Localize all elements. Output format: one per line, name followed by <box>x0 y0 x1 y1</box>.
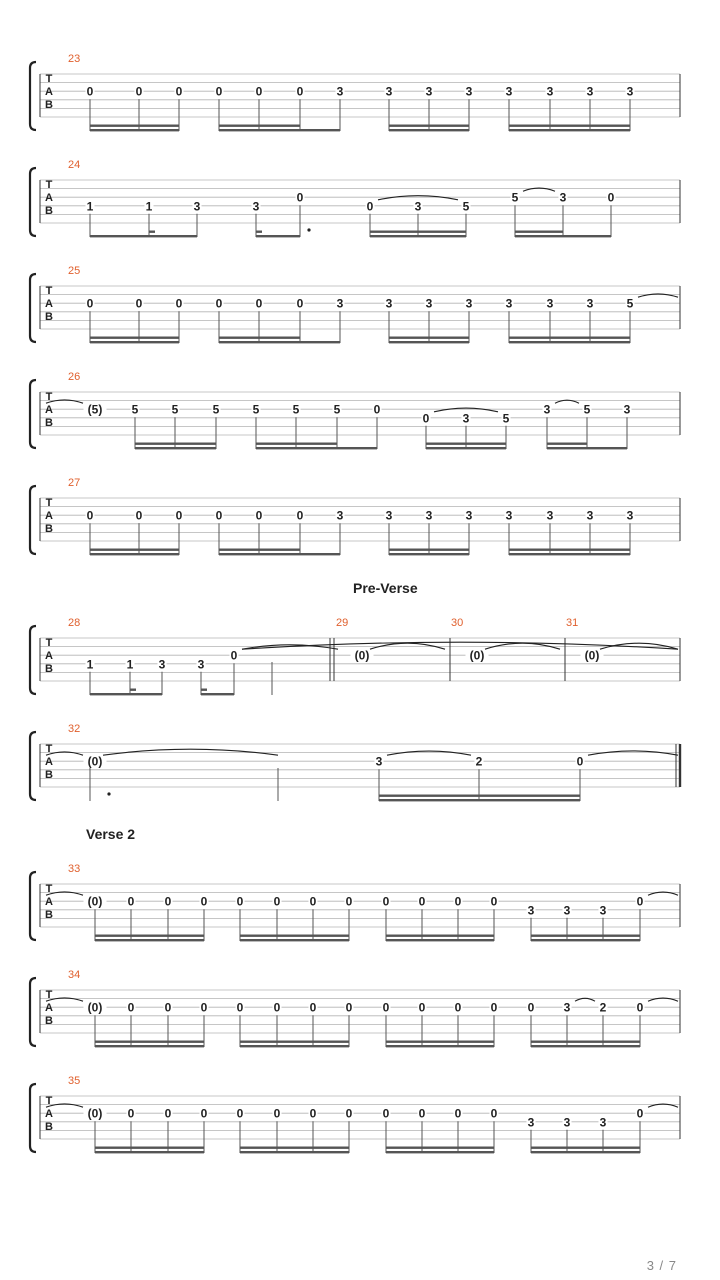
fret-number: 0 <box>418 894 426 909</box>
tab-clef-letter: A <box>45 404 53 416</box>
fret-number: (0) <box>354 648 370 663</box>
beam <box>389 125 469 127</box>
fret-number: 3 <box>505 296 513 311</box>
system-bracket <box>30 486 36 554</box>
fret-number: 3 <box>193 199 201 214</box>
fret-number: 3 <box>465 84 473 99</box>
tab-clef-letter: B <box>45 205 53 217</box>
tab-clef-letter: T <box>45 883 53 895</box>
fret-number: 3 <box>586 508 594 523</box>
measure-number: 25 <box>68 265 81 277</box>
system-bracket <box>30 626 36 694</box>
beam <box>386 939 494 941</box>
fret-number: 3 <box>336 508 344 523</box>
tab-clef-letter: T <box>45 285 53 297</box>
fret-number: 0 <box>490 1106 498 1121</box>
tab-clef-letter: T <box>45 73 53 85</box>
beam <box>389 553 469 555</box>
beam-stub <box>201 689 207 691</box>
beam <box>531 1041 640 1043</box>
fret-number: 3 <box>375 754 383 769</box>
tab-clef-letter: T <box>45 1095 53 1107</box>
fret-number: 5 <box>583 402 591 417</box>
beam <box>219 553 340 555</box>
tab-clef-letter: A <box>45 896 53 908</box>
beam <box>426 447 506 449</box>
tab-clef-letter: T <box>45 179 53 191</box>
beam <box>386 935 494 937</box>
beam <box>139 125 179 127</box>
fret-number: 1 <box>145 199 153 214</box>
fret-number: 5 <box>131 402 139 417</box>
tab-clef-letter: B <box>45 909 53 921</box>
tab-clef-letter: T <box>45 391 53 403</box>
fret-number: 0 <box>296 190 304 205</box>
beam <box>531 935 640 937</box>
beam <box>201 693 234 695</box>
fret-number: 3 <box>425 508 433 523</box>
tab-clef-letter: B <box>45 417 53 429</box>
fret-number: 0 <box>418 1106 426 1121</box>
tab-clef-letter: B <box>45 663 53 675</box>
fret-number: 0 <box>236 1000 244 1015</box>
system-bracket <box>30 168 36 236</box>
tab-system <box>30 53 680 131</box>
measure-number: 34 <box>68 969 81 981</box>
beam <box>547 447 627 449</box>
page-number: 3 / 7 <box>646 1258 677 1273</box>
fret-number: 0 <box>127 1106 135 1121</box>
beam <box>515 235 611 237</box>
fret-number: 3 <box>465 508 473 523</box>
beam-stub <box>149 231 155 233</box>
beam <box>370 231 466 233</box>
fret-number: (0) <box>584 648 600 663</box>
beam <box>240 1041 349 1043</box>
measure-number: 30 <box>451 617 464 629</box>
fret-number: 0 <box>490 894 498 909</box>
fret-number: 0 <box>135 84 143 99</box>
fret-number: 5 <box>626 296 634 311</box>
measure-number: 33 <box>68 863 81 875</box>
fret-number: 3 <box>563 903 571 918</box>
fret-number: 5 <box>333 402 341 417</box>
fret-number: 0 <box>255 508 263 523</box>
tab-clef-letter: B <box>45 523 53 535</box>
fret-number: 0 <box>215 84 223 99</box>
beam <box>386 1147 494 1149</box>
fret-number: 0 <box>366 199 374 214</box>
fret-number: 0 <box>454 894 462 909</box>
fret-number: 0 <box>127 894 135 909</box>
fret-number: 3 <box>546 84 554 99</box>
fret-number: 0 <box>309 894 317 909</box>
fret-number: (0) <box>87 894 103 909</box>
beam <box>240 1147 349 1149</box>
beam <box>219 337 300 339</box>
fret-number: 3 <box>527 1115 535 1130</box>
beam <box>219 341 340 343</box>
fret-number: 2 <box>475 754 483 769</box>
beam <box>95 939 204 941</box>
fret-number: 0 <box>255 84 263 99</box>
fret-number: 5 <box>171 402 179 417</box>
beam <box>90 553 139 555</box>
beam <box>95 935 204 937</box>
measure-number: 32 <box>68 723 81 735</box>
beam <box>531 1147 640 1149</box>
fret-number: 1 <box>86 199 94 214</box>
beam <box>386 1041 494 1043</box>
fret-number: 0 <box>236 894 244 909</box>
beam <box>95 1041 204 1043</box>
fret-number: 0 <box>175 508 183 523</box>
beam <box>240 935 349 937</box>
fret-number: 3 <box>505 508 513 523</box>
fret-number: 0 <box>86 508 94 523</box>
system-bracket <box>30 872 36 940</box>
fret-number: 0 <box>296 508 304 523</box>
tab-clef-letter: B <box>45 311 53 323</box>
beam <box>509 125 630 127</box>
fret-number: 0 <box>296 84 304 99</box>
tab-system <box>30 265 680 343</box>
fret-number: 0 <box>607 190 615 205</box>
beam <box>386 1151 494 1153</box>
beam <box>219 125 300 127</box>
fret-number: 0 <box>215 508 223 523</box>
beam <box>135 443 216 445</box>
beam <box>240 1045 349 1047</box>
tab-system <box>30 371 680 449</box>
tab-system <box>30 1075 680 1153</box>
tab-clef-letter: A <box>45 756 53 768</box>
fret-number: 3 <box>626 84 634 99</box>
fret-number: 3 <box>623 402 631 417</box>
tab-clef-letter: A <box>45 192 53 204</box>
fret-number: 3 <box>158 657 166 672</box>
tab-clef-letter: A <box>45 510 53 522</box>
beam <box>509 337 630 339</box>
fret-number: 0 <box>296 296 304 311</box>
fret-number: 3 <box>563 1115 571 1130</box>
fret-number: 0 <box>345 1106 353 1121</box>
fret-number: (0) <box>87 754 103 769</box>
tab-clef-letter: B <box>45 769 53 781</box>
fret-number: 5 <box>511 190 519 205</box>
section-label: Verse 2 <box>86 826 136 842</box>
fret-number: 0 <box>255 296 263 311</box>
beam <box>531 939 640 941</box>
fret-number: 3 <box>527 903 535 918</box>
fret-number: 3 <box>336 296 344 311</box>
fret-number: 3 <box>462 411 470 426</box>
beam <box>547 443 587 445</box>
fret-number: 3 <box>586 84 594 99</box>
measure-number: 31 <box>566 617 579 629</box>
fret-number: 3 <box>543 402 551 417</box>
fret-number: 0 <box>636 1000 644 1015</box>
beam <box>219 129 340 131</box>
fret-number: 3 <box>599 1115 607 1130</box>
measure-number: 27 <box>68 477 81 489</box>
beam <box>139 341 179 343</box>
beam <box>219 549 300 551</box>
fret-number: 3 <box>425 296 433 311</box>
tab-clef-letter: B <box>45 1121 53 1133</box>
fret-number: 0 <box>345 894 353 909</box>
system-bracket <box>30 274 36 342</box>
beam <box>95 1045 204 1047</box>
beam <box>139 553 179 555</box>
fret-number: 0 <box>200 1000 208 1015</box>
fret-number: 0 <box>175 296 183 311</box>
fret-number: 0 <box>490 1000 498 1015</box>
fret-number: 0 <box>345 1000 353 1015</box>
fret-number: 0 <box>200 1106 208 1121</box>
beam <box>509 341 630 343</box>
beam <box>139 129 179 131</box>
fret-number: 0 <box>454 1000 462 1015</box>
beam <box>240 939 349 941</box>
beam <box>515 231 563 233</box>
system-bracket <box>30 978 36 1046</box>
tab-system <box>30 863 680 941</box>
fret-number: 1 <box>86 657 94 672</box>
tab-system <box>30 159 680 237</box>
fret-number: (0) <box>87 1106 103 1121</box>
fret-number: 3 <box>559 190 567 205</box>
fret-number: 5 <box>462 199 470 214</box>
fret-number: 2 <box>599 1000 607 1015</box>
fret-number: 0 <box>422 411 430 426</box>
fret-number: 0 <box>135 508 143 523</box>
tab-clef-letter: T <box>45 989 53 1001</box>
measure-number: 26 <box>68 371 81 383</box>
fret-number: 3 <box>385 296 393 311</box>
fret-number: 0 <box>273 894 281 909</box>
tab-clef-letter: B <box>45 1015 53 1027</box>
fret-number: 0 <box>454 1106 462 1121</box>
fret-number: 0 <box>86 296 94 311</box>
fret-number: 0 <box>236 1106 244 1121</box>
beam <box>90 341 139 343</box>
tab-clef-letter: T <box>45 743 53 755</box>
system-bracket <box>30 732 36 800</box>
beam <box>90 549 139 551</box>
beam <box>531 1045 640 1047</box>
fret-number: 0 <box>127 1000 135 1015</box>
fret-number: 0 <box>200 894 208 909</box>
rhythm-dot <box>307 228 310 231</box>
beam <box>90 337 139 339</box>
beam <box>531 1151 640 1153</box>
section-label: Pre-Verse <box>353 580 418 596</box>
fret-number: 3 <box>252 199 260 214</box>
measure-number: 23 <box>68 53 81 65</box>
beam <box>256 235 300 237</box>
fret-number: 5 <box>212 402 220 417</box>
beam <box>90 129 139 131</box>
tab-system <box>30 723 680 801</box>
system-bracket <box>30 380 36 448</box>
fret-number: 0 <box>382 894 390 909</box>
tab-system <box>30 477 680 555</box>
fret-number: 3 <box>385 84 393 99</box>
fret-number: 0 <box>215 296 223 311</box>
fret-number: 3 <box>425 84 433 99</box>
beam <box>90 693 162 695</box>
beam <box>389 129 469 131</box>
tab-clef-letter: T <box>45 637 53 649</box>
beam <box>90 235 197 237</box>
tab-clef-letter: A <box>45 1002 53 1014</box>
fret-number: (0) <box>87 1000 103 1015</box>
beam <box>90 125 139 127</box>
beam <box>95 1147 204 1149</box>
beam-stub <box>130 689 136 691</box>
beam <box>389 341 469 343</box>
fret-number: (5) <box>87 402 103 417</box>
fret-number: 0 <box>309 1000 317 1015</box>
fret-number: 5 <box>502 411 510 426</box>
beam <box>240 1151 349 1153</box>
fret-number: 0 <box>382 1106 390 1121</box>
tie <box>588 751 678 755</box>
measure-number: 28 <box>68 617 81 629</box>
fret-number: 3 <box>465 296 473 311</box>
system-bracket <box>30 62 36 130</box>
fret-number: 0 <box>576 754 584 769</box>
fret-number: 0 <box>164 894 172 909</box>
fret-number: 0 <box>309 1106 317 1121</box>
beam <box>135 447 216 449</box>
beam <box>139 337 179 339</box>
tab-clef-letter: A <box>45 86 53 98</box>
fret-number: 3 <box>546 508 554 523</box>
fret-number: 0 <box>164 1000 172 1015</box>
fret-number: 0 <box>382 1000 390 1015</box>
fret-number: 3 <box>505 84 513 99</box>
tab-system <box>30 617 680 695</box>
fret-number: (0) <box>469 648 485 663</box>
beam <box>256 443 337 445</box>
beam <box>256 447 377 449</box>
fret-number: 3 <box>586 296 594 311</box>
fret-number: 0 <box>86 84 94 99</box>
fret-number: 0 <box>135 296 143 311</box>
beam <box>139 549 179 551</box>
fret-number: 0 <box>273 1106 281 1121</box>
beam <box>509 553 630 555</box>
fret-number: 3 <box>414 199 422 214</box>
beam <box>509 549 630 551</box>
beam <box>386 1045 494 1047</box>
fret-number: 1 <box>126 657 134 672</box>
tab-clef-letter: T <box>45 497 53 509</box>
beam <box>379 795 580 797</box>
beam-stub <box>256 231 262 233</box>
fret-number: 3 <box>626 508 634 523</box>
measure-number: 24 <box>68 159 81 171</box>
fret-number: 0 <box>273 1000 281 1015</box>
tab-system <box>30 969 680 1047</box>
fret-number: 0 <box>373 402 381 417</box>
tie <box>387 751 471 755</box>
fret-number: 3 <box>546 296 554 311</box>
measure-number: 29 <box>336 617 349 629</box>
fret-number: 0 <box>418 1000 426 1015</box>
fret-number: 3 <box>385 508 393 523</box>
tab-clef-letter: A <box>45 1108 53 1120</box>
fret-number: 0 <box>175 84 183 99</box>
fret-number: 0 <box>527 1000 535 1015</box>
tab-clef-letter: B <box>45 99 53 111</box>
fret-number: 3 <box>563 1000 571 1015</box>
beam <box>379 799 580 801</box>
beam <box>389 337 469 339</box>
beam <box>95 1151 204 1153</box>
beam <box>370 235 466 237</box>
fret-number: 5 <box>292 402 300 417</box>
fret-number: 0 <box>636 894 644 909</box>
fret-number: 3 <box>197 657 205 672</box>
fret-number: 0 <box>164 1106 172 1121</box>
rhythm-dot <box>107 792 110 795</box>
fret-number: 3 <box>336 84 344 99</box>
beam <box>509 129 630 131</box>
measure-number: 35 <box>68 1075 81 1087</box>
system-bracket <box>30 1084 36 1152</box>
beam <box>389 549 469 551</box>
fret-number: 0 <box>230 648 238 663</box>
fret-number: 5 <box>252 402 260 417</box>
beam <box>426 443 506 445</box>
fret-number: 0 <box>636 1106 644 1121</box>
fret-number: 3 <box>599 903 607 918</box>
tab-clef-letter: A <box>45 650 53 662</box>
tab-clef-letter: A <box>45 298 53 310</box>
